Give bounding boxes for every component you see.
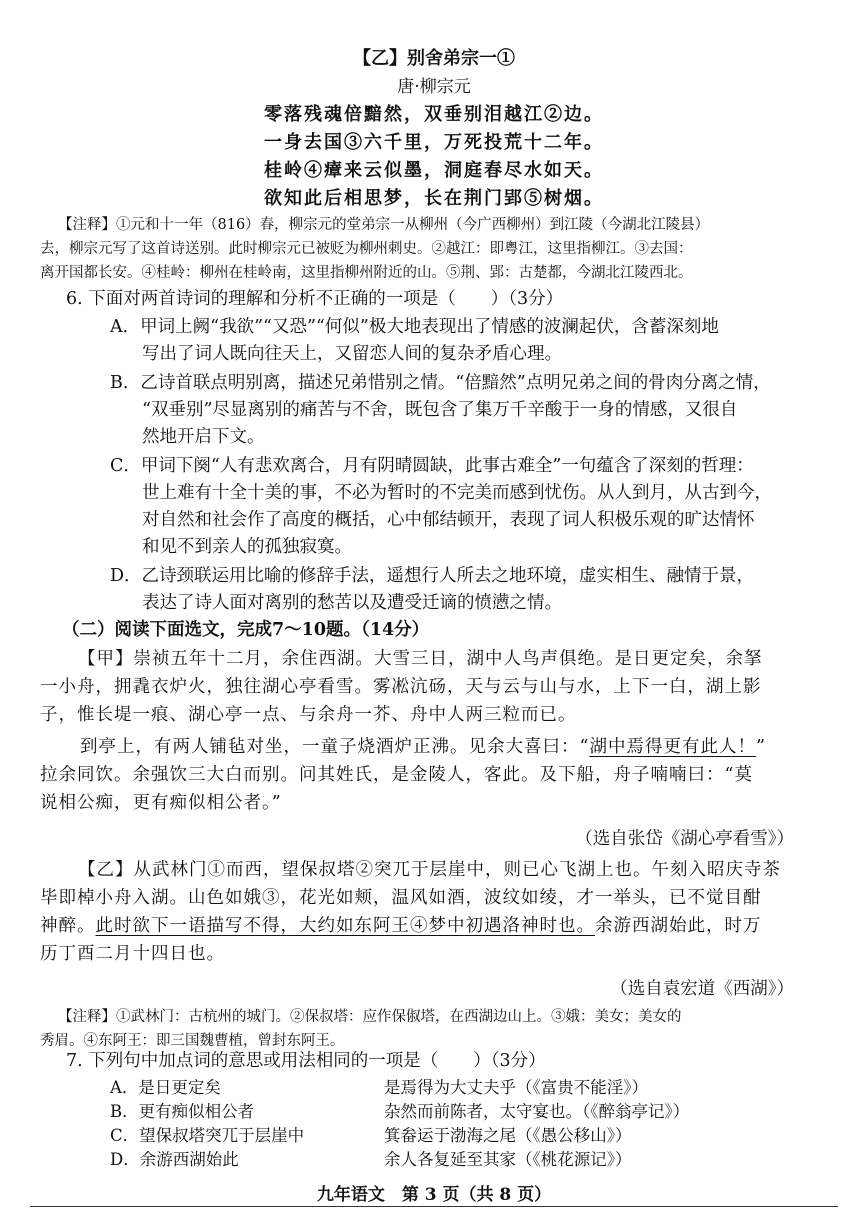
question-7-option-c-right: 箕畚运于渤海之尾（《愚公移山》） <box>384 1126 632 1145</box>
passage-jia-line <box>80 734 766 760</box>
question-6-option-c: 世上难有十全十美的事，不必为暂时的不完美而感到忧伤。从人到月，从古到今， <box>142 483 772 503</box>
question-7-option-b-right: 杂然而前陈者，太守宴也。（《醉翁亭记》） <box>384 1102 690 1121</box>
question-6-option-c: C．甲词下阕“人有悲欢离合，月有阴晴圆缺，此事古难全”一句蕴含了深刻的哲理： <box>110 456 754 476</box>
passage-yi-source: （选自袁宏道《西湖》） <box>610 979 794 999</box>
question-7-option-c-left: C．望保叔塔突兀于层崖中 <box>110 1126 305 1145</box>
underlined-sentence: 湖中焉得更有此人！ <box>589 737 756 757</box>
question-6-option-a: 写出了词人既向往天上，又留恋人间的复杂矛盾心理。 <box>142 344 562 364</box>
poem-line: 欲知此后相思梦，长在荆门郢⑤树烟。 <box>264 188 604 209</box>
question-6-option-c: 和见不到亲人的孤独寂寞。 <box>142 537 352 557</box>
passage-note-line: 【注释】①武林门：古杭州的城门。②保叔塔：应作保俶塔，在西湖边山上。③娥：美女；美女的 <box>58 1009 682 1025</box>
passage-yi-line: 历丁酉二月十四日也。 <box>40 944 225 964</box>
poem-note-line: 去，柳宗元写了这首诗送别。此时柳宗元已被贬为柳州刺史。②越江：即粤江，这里指柳江。③去国： <box>40 241 693 257</box>
passage-yi-line: 毕即棹小舟入湖。山色如娥③，花光如颊，温风如酒，波纹如绫，才一举头，已不觉目酣 <box>40 888 762 908</box>
poem-author: 唐·柳宗元 <box>397 77 471 97</box>
question-7-option-a-right: 是焉得为大丈夫乎（《富贵不能淫》） <box>384 1078 648 1097</box>
question-7-stem: 7. 下列句中加点词的意思或用法相同的一项是（ ）（3分） <box>66 1051 546 1071</box>
question-6-option-b: “双垂别”尽显离别的痛苦与不舍，既包含了集万千辛酸于一身的情感，又很自 <box>142 400 738 420</box>
poem-line: 零落残魂倍黯然，双垂别泪越江②边。 <box>264 104 604 125</box>
question-7-option-a-left: A．是日更定矣 <box>110 1078 221 1097</box>
passage-yi-line <box>40 913 762 939</box>
passage-jia-line: 说相公痴，更有痴似相公者。” <box>40 793 282 813</box>
passage-text: ” <box>755 737 766 757</box>
passage-text: 神醉。 <box>40 916 96 936</box>
question-6-option-d: 表达了诗人面对离别的愁苦以及遭受迁谪的愤懑之情。 <box>142 593 562 613</box>
page-footer: 九年语文 第 3 页（共 8 页） <box>316 1185 552 1205</box>
passage-jia-source: （选自张岱《湖心亭看雪》） <box>575 829 794 849</box>
passage-jia-line: 【甲】崇祯五年十二月，余住西湖。大雪三日，湖中人鸟声俱绝。是日更定矣，余拏 <box>78 649 763 669</box>
question-6-option-b: 然地开启下文。 <box>142 427 265 447</box>
passage-text: 余游西湖始此，时万 <box>595 916 762 936</box>
footer-rule <box>30 1206 838 1207</box>
question-7-option-d-right: 余人各复延至其家（《桃花源记》） <box>384 1150 632 1169</box>
question-7-option-d-left: D．余游西湖始此 <box>110 1150 239 1169</box>
poem-title: 【乙】别舍弟宗一① <box>353 48 515 69</box>
passage-yi-line: 【乙】从武林门①而西，望保叔塔②突兀于层崖中，则已心飞湖上也。午刻入昭庆寺茶 <box>78 860 781 880</box>
question-6-stem: 6. 下面对两首诗词的理解和分析不正确的一项是（ ）（3分） <box>66 289 564 309</box>
section-2-heading: （二）阅读下面选文，完成7～10题。（14分） <box>62 620 430 640</box>
passage-jia-line: 子，惟长堤一痕、湖心亭一点、与余舟一芥、舟中人两三粒而已。 <box>40 705 577 725</box>
passage-jia-line: 一小舟，拥毳衣炉火，独往湖心亭看雪。雾凇沆砀，天与云与山与水，上下一白，湖上影 <box>40 677 762 697</box>
question-7-option-b-left: B．更有痴似相公者 <box>110 1102 255 1121</box>
poem-line: 一身去国③六千里，万死投荒十二年。 <box>264 132 604 153</box>
question-6-option-d: D．乙诗颈联运用比喻的修辞手法，遥想行人所去之地环境，虚实相生、融情于景， <box>110 566 755 586</box>
question-6-option-a: A．甲词上阙“我欲”“又恐”“何似”极大地表现出了情感的波澜起伏，含蓄深刻地 <box>110 317 719 337</box>
passage-text: 到亭上，有两人铺毡对坐，一童子烧酒炉正沸。见余大喜曰：“ <box>80 737 590 757</box>
question-6-option-b: B．乙诗首联点明别离，描述兄弟惜别之情。“倍黯然”点明兄弟之间的骨肉分离之情， <box>110 373 771 393</box>
poem-line: 桂岭④瘴来云似墨，洞庭春尽水如天。 <box>264 160 604 181</box>
passage-jia-line: 拉余同饮。余强饮三大白而别。问其姓氏，是金陵人，客此。及下船，舟子喃喃曰：“莫 <box>40 765 753 785</box>
passage-note-line: 秀眉。④东阿王：即三国魏曹植，曾封东阿王。 <box>40 1033 345 1049</box>
question-6-option-c: 对自然和社会作了高度的概括，心中郁结顿开，表现了词人积极乐观的旷达情怀 <box>142 510 755 530</box>
poem-note-line: 【注释】①元和十一年（816）春，柳宗元的堂弟宗一从柳州（今广西柳州）到江陵（今湖北江陵县） <box>58 217 710 233</box>
underlined-sentence: 此时欲下一语描写不得，大约如东阿王④梦中初遇洛神时也。 <box>95 916 595 936</box>
poem-note-line: 离开国都长安。④桂岭：柳州在桂岭南，这里指柳州附近的山。⑤荆、郢：古楚都，今湖北江陵西北。 <box>40 265 693 281</box>
